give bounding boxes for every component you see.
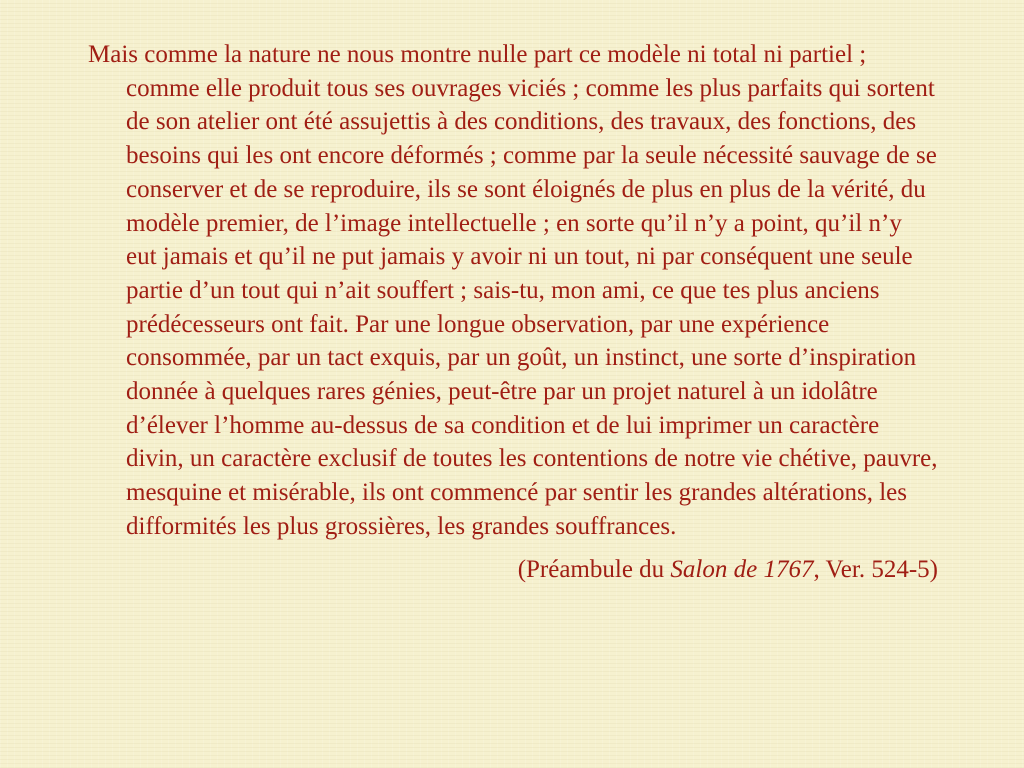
citation-suffix: , Ver. 524-5) <box>813 555 938 583</box>
citation <box>88 553 938 586</box>
slide-content <box>88 38 938 738</box>
quote-paragraph: Mais comme la nature ne nous montre nulle part ce modèle ni total ni partiel ; comme elle produit tous ses ouvrages viciés ; comme les plus parfaits qui sortent de son atelier ont été assujettis à des conditions, des travaux, des fonctions, des besoins qui les ont encore déformés ; comme par la seule nécessité sauvage de se conserver et de se reproduire, ils se sont éloignés de plus en plus de la vérité, du modèle premier, de l’image intellectuelle ; en sorte qu’il n’y a point, qu’il n’y eut jamais et qu’il ne put jamais y avoir ni un tout, ni par conséquent une seule partie d’un tout qui n’ait souffert ; sais-tu, mon ami, ce que tes plus anciens prédécesseurs ont fait. Par une longue observation, par une expérience consommée, par un tact exquis, par un goût, un instinct, une sorte d’inspiration donnée à quelques rares génies, peut-être par un projet naturel à un idolâtre d’élever l’homme au-dessus de sa condition et de lui imprimer un caractère divin, un caractère exclusif de toutes les contentions de notre vie chétive, pauvre, mesquine et misérable, ils ont commencé par sentir les grandes altérations, les difformités les plus grossières, les grandes souffrances. <box>88 41 938 540</box>
citation-prefix: (Préambule du <box>517 555 671 583</box>
citation-title: Salon de 1767 <box>670 555 814 583</box>
